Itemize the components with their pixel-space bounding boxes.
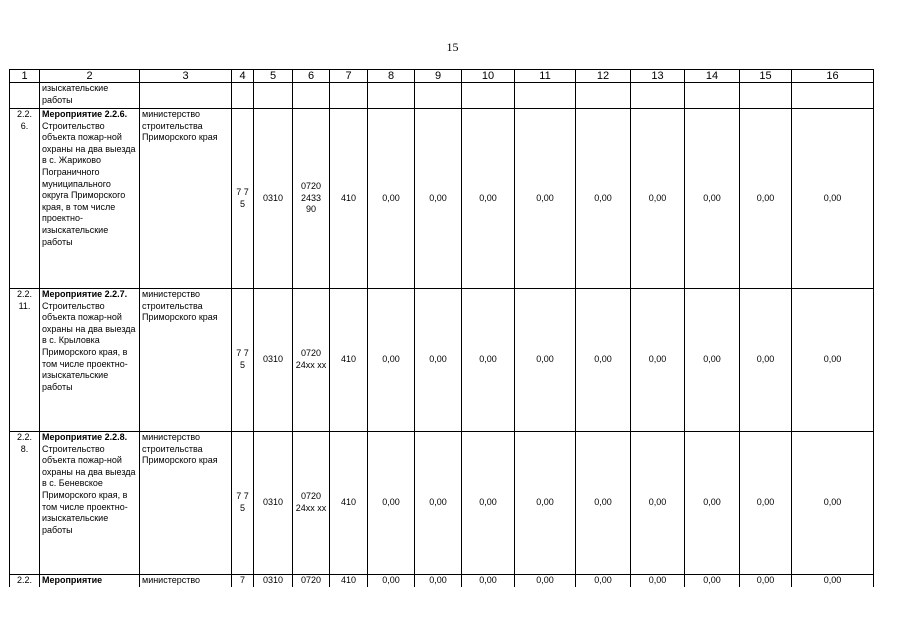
vr-code: 410 [330, 575, 368, 587]
row-number: 2.2. 8. [10, 432, 40, 575]
col-header: 10 [462, 70, 515, 83]
rzpr-code: 0310 [254, 289, 293, 432]
value-cell: 0,00 [740, 432, 792, 575]
grbs-code: 7 7 5 [232, 109, 254, 289]
value-cell: 0,00 [631, 432, 685, 575]
activity-cell [40, 575, 140, 587]
table-row [10, 432, 874, 575]
row-number: 2.2. [10, 575, 40, 587]
col-header: 7 [330, 70, 368, 83]
value-cell: 0,00 [515, 289, 576, 432]
value-cell: 0,00 [792, 289, 874, 432]
value-cell: 0,00 [740, 575, 792, 587]
value-cell: 0,00 [368, 575, 415, 587]
executor: министерство строительства Приморского края [140, 109, 232, 289]
value-cell: 0,00 [415, 289, 462, 432]
activity-title: Мероприятие [42, 575, 103, 585]
csr-code: 0720 2433 90 [293, 109, 330, 289]
vr-code: 410 [330, 289, 368, 432]
activity-title: Мероприятие 2.2.8. [42, 432, 128, 442]
table-row [10, 289, 874, 432]
col-header: 6 [293, 70, 330, 83]
activity-title: Мероприятие 2.2.7. [42, 289, 128, 299]
grbs-code: 7 7 5 [232, 432, 254, 575]
value-cell: 0,00 [792, 109, 874, 289]
value-cell: 0,00 [740, 109, 792, 289]
col-header: 13 [631, 70, 685, 83]
activity-title: Мероприятие 2.2.6. [42, 109, 128, 119]
value-cell: 0,00 [576, 109, 631, 289]
row-number: 2.2. 6. [10, 109, 40, 289]
csr-code: 0720 24xx xx [293, 289, 330, 432]
value-cell: 0,00 [685, 575, 740, 587]
col-header: 3 [140, 70, 232, 83]
executor: министерство строительства Приморского края [140, 289, 232, 432]
rzpr-code: 0310 [254, 109, 293, 289]
rzpr-code: 0310 [254, 575, 293, 587]
executor: министерство [140, 575, 232, 587]
value-cell: 0,00 [685, 289, 740, 432]
col-header: 16 [792, 70, 874, 83]
activity-cell [40, 109, 140, 289]
vr-code: 410 [330, 109, 368, 289]
value-cell: 0,00 [631, 289, 685, 432]
activity-cell [40, 289, 140, 432]
executor: министерство строительства Приморского края [140, 432, 232, 575]
col-header: 14 [685, 70, 740, 83]
value-cell: 0,00 [631, 109, 685, 289]
row-number: 2.2. 11. [10, 289, 40, 432]
value-cell: 0,00 [368, 109, 415, 289]
value-cell: 0,00 [415, 575, 462, 587]
col-header: 9 [415, 70, 462, 83]
col-header: 1 [10, 70, 40, 83]
col-header: 2 [40, 70, 140, 83]
activity-description: Строительство объекта пожар-ной охраны на два выезда в с. Крыловка Приморского края, в том числе проектно-изыскательские работы [42, 300, 136, 392]
table-row [10, 109, 874, 289]
table-row [10, 575, 874, 587]
value-cell: 0,00 [792, 575, 874, 587]
value-cell: 0,00 [576, 432, 631, 575]
budget-table [9, 69, 874, 587]
grbs-code: 7 7 5 [232, 289, 254, 432]
value-cell: 0,00 [462, 575, 515, 587]
col-header: 11 [515, 70, 576, 83]
csr-code: 0720 [293, 575, 330, 587]
col-header: 5 [254, 70, 293, 83]
value-cell: 0,00 [462, 109, 515, 289]
value-cell: 0,00 [462, 432, 515, 575]
value-cell: 0,00 [685, 109, 740, 289]
activity-description: Строительство объекта пожар-ной охраны на два выезда в с. Жариково Пограничного муниципального округа Приморского края, в том числе проектно-изыскательские работы [42, 120, 136, 247]
value-cell: 0,00 [631, 575, 685, 587]
value-cell: 0,00 [368, 289, 415, 432]
csr-code: 0720 24xx xx [293, 432, 330, 575]
page-number: 15 [446, 40, 459, 54]
value-cell: 0,00 [368, 432, 415, 575]
value-cell: 0,00 [415, 432, 462, 575]
grbs-code: 7 [232, 575, 254, 587]
header-row [10, 70, 874, 83]
value-cell: 0,00 [462, 289, 515, 432]
value-cell: 0,00 [515, 432, 576, 575]
value-cell: 0,00 [515, 575, 576, 587]
value-cell: 0,00 [792, 432, 874, 575]
value-cell: 0,00 [415, 109, 462, 289]
activity-description: Строительство объекта пожар-ной охраны на два выезда в с. Беневское Приморского края, в том числе проектно-изыскательские работы [42, 443, 136, 535]
vr-code: 410 [330, 432, 368, 575]
value-cell: 0,00 [685, 432, 740, 575]
rzpr-code: 0310 [254, 432, 293, 575]
activity-cell [40, 432, 140, 575]
col-header: 15 [740, 70, 792, 83]
continuation-text: изыскательские работы [40, 83, 140, 109]
col-header: 4 [232, 70, 254, 83]
value-cell: 0,00 [515, 109, 576, 289]
col-header: 12 [576, 70, 631, 83]
value-cell: 0,00 [740, 289, 792, 432]
value-cell: 0,00 [576, 575, 631, 587]
continuation-row [10, 83, 874, 109]
value-cell: 0,00 [576, 289, 631, 432]
col-header: 8 [368, 70, 415, 83]
